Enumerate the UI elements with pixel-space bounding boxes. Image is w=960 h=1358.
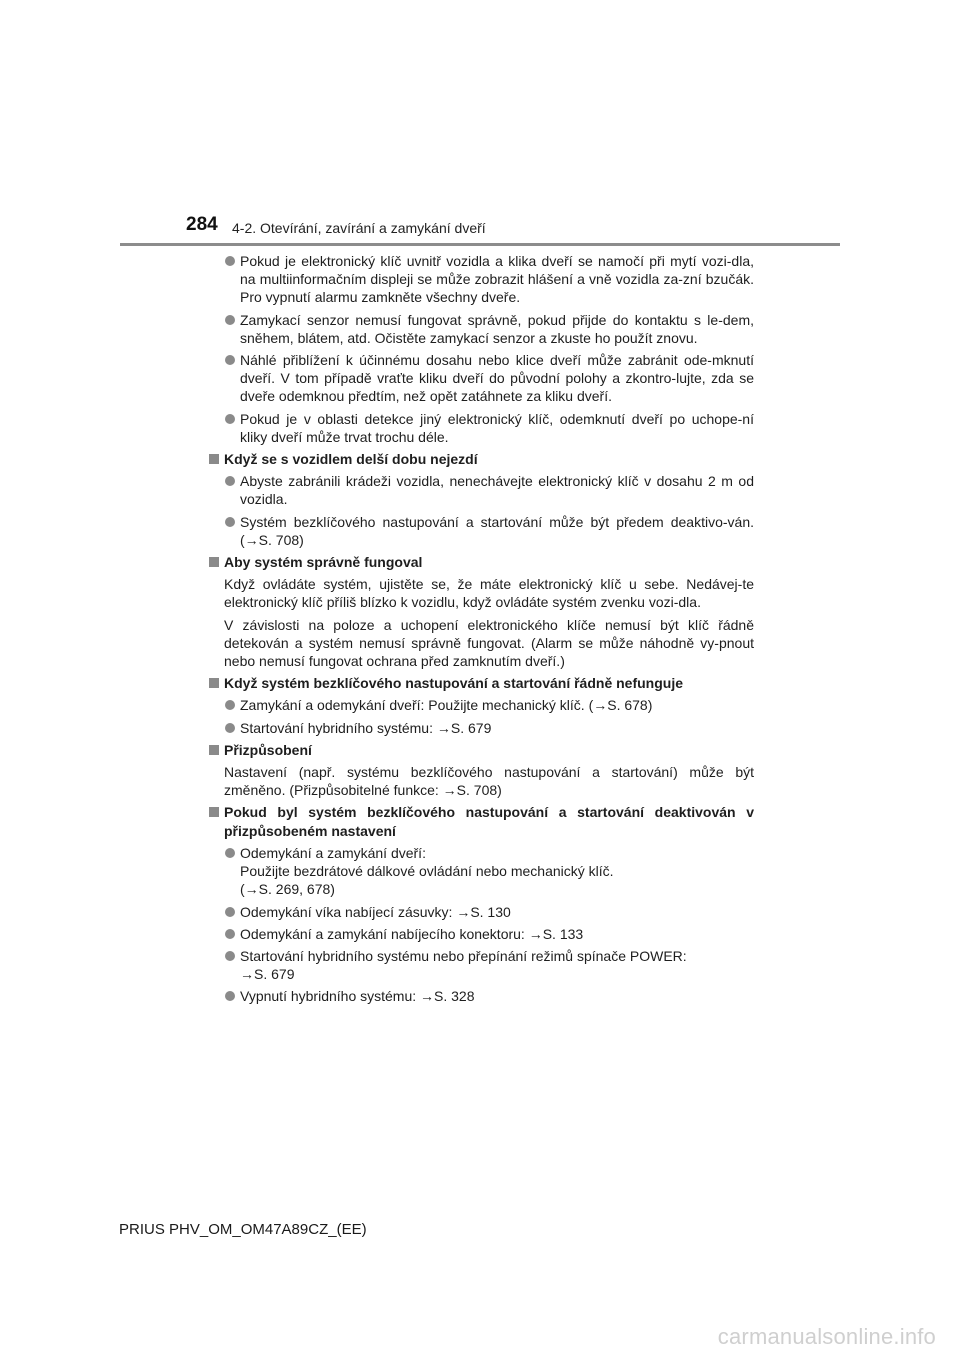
bullet-item xyxy=(224,351,754,406)
heading-text: Když se s vozidlem delší dobu nejezdí xyxy=(224,451,478,468)
bullet-text-line: Startování hybridního systému nebo přepínání režimů spínače POWER: xyxy=(240,947,687,964)
bullet-dot-icon xyxy=(225,517,235,527)
bullet-item xyxy=(224,696,754,714)
bullet-dot-icon xyxy=(225,848,235,858)
bullet-item xyxy=(224,844,754,899)
square-bullet-icon xyxy=(209,745,219,755)
bullet-text: Pokud je v oblasti detekce jiný elektronický klíč, odemknutí dveří po uchope-ní kliky dveří může trvat trochu déle. xyxy=(240,410,754,445)
bullet-text: Odemykání a zamykání nabíjecího konektoru: →S. 133 xyxy=(240,925,584,942)
heading-text: Přizpůsobení xyxy=(224,741,312,758)
bullet-text: Startování hybridního systému: →S. 679 xyxy=(240,719,492,736)
bullet-item xyxy=(224,925,754,943)
square-bullet-icon xyxy=(209,557,219,567)
bullet-item xyxy=(224,472,754,508)
section-heading xyxy=(208,803,754,839)
bullet-text: Pokud je elektronický klíč uvnitř vozidla a klika dveří se namočí při mytí vozi-dla, na multiinformačním displeji se může zobrazit hlášení a vně vozidla za-zní bzučák. Pro vypnutí alarmu zamkněte všechny dveře. xyxy=(240,253,754,306)
heading-text: Pokud byl systém bezklíčového nastupování a startování deaktivován v přizpůsobeném nastavení xyxy=(224,804,754,839)
bullet-text-line: Odemykání a zamykání dveří: xyxy=(240,844,426,861)
bullet-dot-icon xyxy=(225,414,235,424)
section-heading xyxy=(208,450,754,468)
bullet-text-line: (→S. 269, 678) xyxy=(240,881,335,898)
bullet-item xyxy=(224,947,754,983)
bullet-dot-icon xyxy=(225,476,235,486)
bullet-text: Náhlé přiblížení k účinnému dosahu nebo klice dveří může zabránit ode-mknutí dveří. V tom případě vraťte kliku dveří do původní polohy a zkontro-lujte, zda se dveře odemknou předtím, než opět zatáhnete za kliku dveří. xyxy=(240,352,754,405)
bullet-dot-icon xyxy=(225,929,235,939)
bullet-dot-icon xyxy=(225,907,235,917)
heading-text: Když systém bezklíčového nastupování a startování řádně nefunguje xyxy=(224,675,684,692)
square-bullet-icon xyxy=(209,678,219,688)
bullet-dot-icon xyxy=(225,723,235,733)
content-body xyxy=(208,252,754,1010)
bullet-text-line: →S. 679 xyxy=(240,966,295,983)
bullet-item xyxy=(224,410,754,446)
bullet-text: Systém bezklíčového nastupování a startování může být předem deaktivo-ván. (→S. 708) xyxy=(240,513,754,548)
section-heading xyxy=(208,674,754,692)
section-title: 4-2. Otevírání, zavírání a zamykání dveří xyxy=(232,220,486,236)
bullet-text: Odemykání víka nabíjecí zásuvky: →S. 130 xyxy=(240,903,511,920)
bullet-dot-icon xyxy=(225,700,235,710)
bullet-text: Zamykání a odemykání dveří: Použijte mechanický klíč. (→S. 678) xyxy=(240,697,653,714)
heading-text: Aby systém správně fungoval xyxy=(224,554,423,571)
bullet-dot-icon xyxy=(225,315,235,325)
bullet-text: Zamykací senzor nemusí fungovat správně, pokud přijde do kontaktu s le-dem, sněhem, blátem, atd. Očistěte zamykací senzor a zkuste ho použít znovu. xyxy=(240,311,754,346)
paragraph: V závislosti na poloze a uchopení elektronického klíče nemusí být klíč řádně detekován a systém nemusí správně fungovat. (Alarm se může náhodně vy-pnout nebo nemusí fungovat ochrana před zamknutím dveří.) xyxy=(224,616,754,670)
page-number: 284 xyxy=(186,214,218,235)
bullet-dot-icon xyxy=(225,256,235,266)
bullet-dot-icon xyxy=(225,951,235,961)
bullet-item xyxy=(224,987,754,1005)
square-bullet-icon xyxy=(209,807,219,817)
section-heading xyxy=(208,553,754,571)
square-bullet-icon xyxy=(209,454,219,464)
bullet-item xyxy=(224,513,754,549)
watermark: carmanualsonline.info xyxy=(717,1324,936,1349)
bullet-item xyxy=(224,311,754,347)
paragraph: Když ovládáte systém, ujistěte se, že máte elektronický klíč u sebe. Nedávej-te elektronický klíč příliš blízko k vozidlu, když ovládáte systém zvenku vozi-dla. xyxy=(224,576,754,611)
paragraph: Nastavení (např. systému bezklíčového nastupování a startování) může být změněno. (Přizpůsobitelné funkce: →S. 708) xyxy=(224,764,754,799)
bullet-text: Abyste zabránili krádeži vozidla, nenechávejte elektronický klíč v dosahu 2 m od vozidla. xyxy=(240,473,754,508)
bullet-dot-icon xyxy=(225,991,235,1001)
bullet-item xyxy=(224,719,754,737)
section-heading xyxy=(208,741,754,759)
bullet-text: Vypnutí hybridního systému: →S. 328 xyxy=(240,988,475,1005)
footer-manual-code: PRIUS PHV_OM_OM47A89CZ_(EE) xyxy=(119,1221,367,1238)
bullet-text-line: Použijte bezdrátové dálkové ovládání nebo mechanický klíč. xyxy=(240,863,614,880)
bullet-item xyxy=(224,903,754,921)
bullet-dot-icon xyxy=(225,355,235,365)
header-rule xyxy=(120,243,840,246)
bullet-item xyxy=(224,252,754,307)
